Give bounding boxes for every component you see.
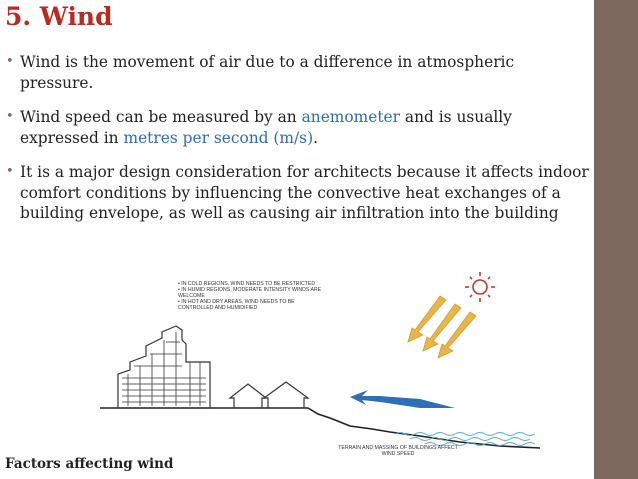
figure-caption: Factors affecting wind (5, 456, 174, 472)
bullet-text-mid: and is usually expressed in (20, 108, 512, 147)
bullet-list (4, 52, 590, 248)
bullet-dot-icon: • (6, 164, 14, 179)
wind-diagram (0, 266, 594, 466)
sun-ray-arrows-icon (408, 296, 476, 358)
climate-note-cold: • IN COLD REGIONS, WIND NEEDS TO BE RESTRICTED (178, 281, 316, 287)
terrain-note: TERRAIN AND MASSING OF BUILDINGS AFFECT WIND SPEED (338, 445, 458, 457)
bullet-text: It is a major design consideration for architects because it affects indoor comfort conditions by influencing the convective heat exchanges of a building envelope, as well as causing air infiltration into the building (20, 163, 589, 222)
bullet-text: Wind is the movement of air due to a difference in atmospheric pressure. (20, 53, 515, 92)
bullet-dot-icon: • (6, 54, 14, 69)
house-icon (230, 382, 308, 408)
bullet-text-post: . (313, 128, 318, 147)
slide-title: 5. Wind (5, 2, 113, 31)
highlight-units: metres per second (m/s) (123, 128, 314, 147)
bullet-item-1 (4, 52, 590, 93)
sun-icon (465, 272, 495, 302)
climate-note-humid: • IN HUMID REGIONS, MODERATE INTENSITY WINDS ARE WELCOME (178, 287, 322, 299)
bullet-item-3 (4, 162, 590, 234)
highlight-anemometer: anemometer (301, 108, 401, 126)
bullet-item-2 (4, 107, 590, 148)
ground-line (100, 408, 540, 448)
water-waves-icon (395, 433, 535, 446)
bullet-text-pre: Wind speed can be measured by an (20, 108, 302, 126)
wind-arrow-icon (350, 390, 455, 408)
climate-note-hot-dry: • IN HOT AND DRY AREAS, WIND NEEDS TO BE CONTROLLED AND HUMIDIFIED (178, 299, 295, 311)
city-buildings-icon (118, 326, 210, 408)
sidebar-bar (594, 0, 638, 479)
bullet-dot-icon: • (6, 109, 14, 124)
